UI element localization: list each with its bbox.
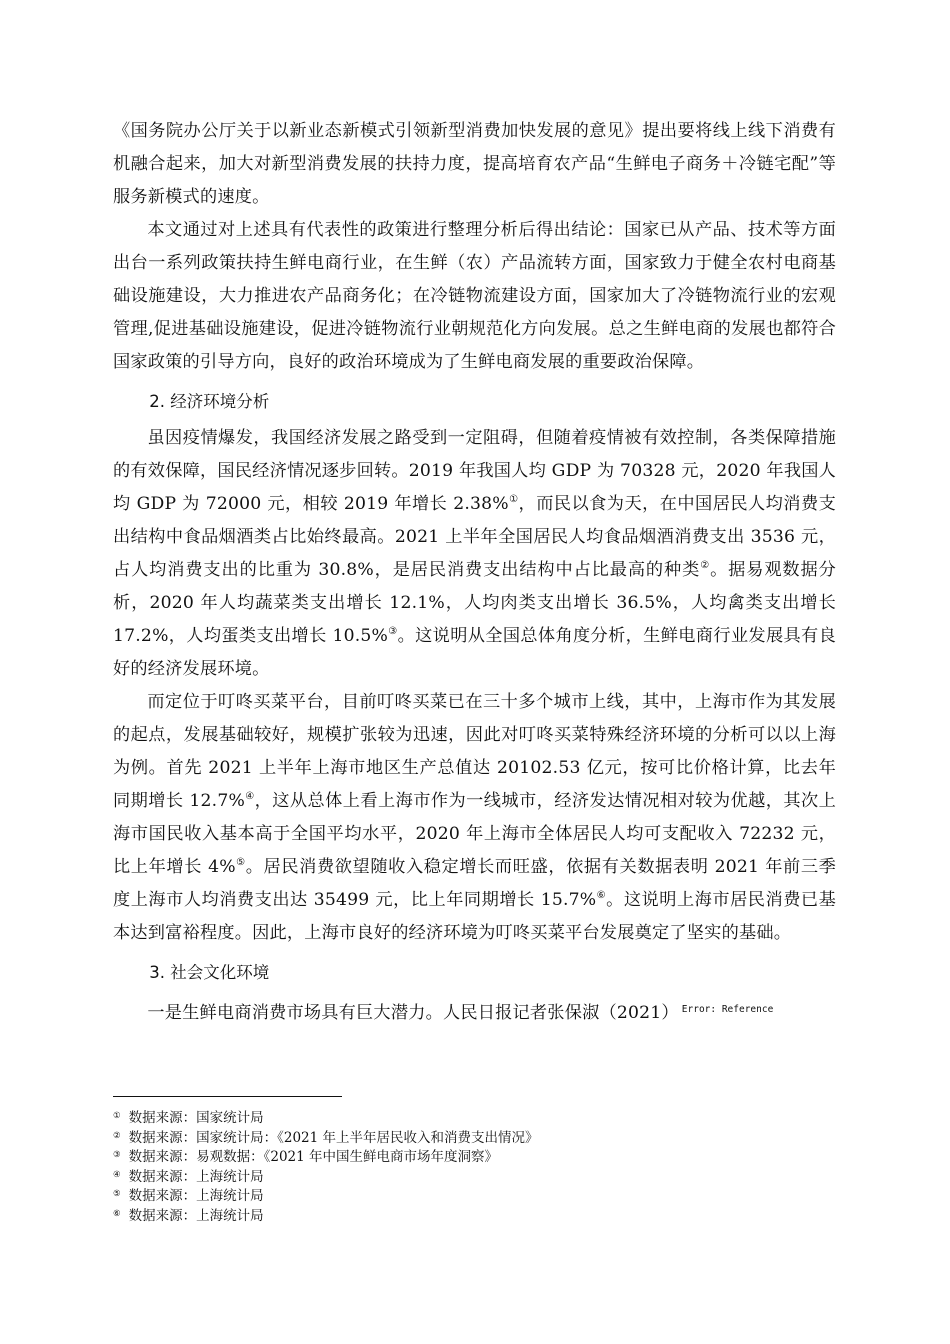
text-run: ，而民以食为天，在中国居民人均消费支出结构中食品烟酒类占比始终最高。2021 上半年全国居民人均食品烟酒消费支出 3536 元，占人均消费支出的比重为 30.8%，是居民消费支出结构中占比最高的种类	[113, 494, 837, 580]
reference-error-text: Error: Reference	[681, 1004, 774, 1015]
footnote-separator	[113, 1096, 342, 1097]
footnote-mark: ③	[113, 1150, 121, 1160]
text-run: 虽因疫情爆发，我国经济发展之路受到一定阻碍，但随着疫情被有效控制，各类保障措施的有效保障，国民经济情况逐步回转。2019 年我国人均 GDP 为 70328 元，2020 年我国人均 GDP 为 72000 元，相较 2019 年增长 2.38%	[113, 428, 836, 514]
footnote-mark: ①	[113, 1111, 121, 1121]
footnote-1	[113, 1108, 836, 1128]
text-run: 一是生鲜电商消费市场具有巨大潜力。人民日报记者张保淑（2021）	[147, 1003, 679, 1023]
paragraph-policy-opinion: 《国务院办公厅关于以新业态新模式引领新型消费加快发展的意见》提出要将线上线下消费有机融合起来，加大对新型消费发展的扶持力度，提高培育农产品“生鲜电子商务＋冷链宅配”等服务新模式的速度。	[113, 121, 836, 207]
section-heading-economic: 2. 经济环境分析	[149, 392, 270, 411]
footnote-text: 数据来源：国家统计局	[128, 1110, 264, 1126]
section-heading-social-culture: 3. 社会文化环境	[149, 963, 270, 982]
footnote-6	[113, 1206, 836, 1226]
footnote-text: 数据来源：上海统计局	[128, 1188, 264, 1204]
text-run: 。这说明从全国总体角度分析，生鲜电商行业发展具有良好的经济发展环境。	[113, 626, 836, 679]
footnote-mark: ②	[113, 1130, 121, 1141]
footnote-ref-1[interactable]: ①	[508, 494, 519, 505]
footnote-5	[113, 1186, 836, 1206]
footnote-3	[113, 1147, 836, 1167]
footnote-mark: ⑤	[113, 1189, 121, 1199]
footnote-ref-3[interactable]: ③	[388, 626, 398, 637]
footnotes	[113, 1108, 836, 1225]
text-run: 。据易观数据分析，2020 年人均蔬菜类支出增长 12.1%，人均肉类支出增长 36.5%，人均禽类支出增长 17.2%，人均蛋类支出增长 10.5%	[113, 560, 836, 646]
body-text	[113, 115, 836, 1030]
paragraph-national-economy	[113, 422, 836, 686]
text-run: 。居民消费欲望随收入稳定增长而旺盛，依据有关数据表明 2021 年前三季度上海市人均消费支出达 35499 元，比上年同期增长 15.7%	[113, 857, 837, 910]
footnote-ref-6[interactable]: ⑥	[596, 890, 607, 901]
footnote-ref-2[interactable]: ②	[700, 560, 711, 571]
footnote-text: 数据来源：国家统计局：《2021 年上半年居民收入和消费支出情况》	[128, 1129, 539, 1146]
footnote-4	[113, 1167, 836, 1187]
paragraph-social-culture	[113, 993, 836, 1030]
paragraph-policy-conclusion: 本文通过对上述具有代表性的政策进行整理分析后得出结论：国家已从产品、技术等方面出台一系列政策扶持生鲜电商行业，在生鲜（农）产品流转方面，国家致力于健全农村电商基础设施建设，大力推进农产品商务化；在冷链物流建设方面，国家加大了冷链物流行业的宏观管理,促进基础设施建设，促进冷链物流行业朝规范化方向发展。总之生鲜电商的发展也都符合国家政策的引导方向，良好的政治环境成为了生鲜电商发展的重要政治保障。	[113, 220, 836, 372]
text-run: 。这说明上海市居民消费已基本达到富裕程度。因此，上海市良好的经济环境为叮咚买菜平台发展奠定了坚实的基础。	[113, 890, 836, 943]
footnote-text: 数据来源：易观数据：《2021 年中国生鲜电商市场年度洞察》	[128, 1149, 499, 1165]
footnote-ref-5[interactable]: ⑤	[235, 857, 246, 868]
footnote-2	[113, 1128, 836, 1148]
footnote-ref-4[interactable]: ④	[245, 791, 255, 802]
footnote-text: 数据来源：上海统计局	[128, 1168, 264, 1185]
footnote-text: 数据来源：上海统计局	[128, 1207, 264, 1224]
footnote-mark: ④	[113, 1169, 121, 1180]
text-run: 而定位于叮咚买菜平台，目前叮咚买菜已在三十多个城市上线，其中，上海市作为其发展的起点，发展基础较好，规模扩张较为迅速，因此对叮咚买菜特殊经济环境的分析可以以上海为例。首先 2021 上半年上海市地区生产总值达 20102.53 亿元，按可比价格计算，比去年同期增长 12.7%	[113, 692, 836, 811]
text-run: ，这从总体上看上海市作为一线城市，经济发达情况相对较为优越，其次上海市国民收入基本高于全国平均水平，2020 年上海市全体居民人均可支配收入 72232 元，比上年增长 4%	[113, 791, 836, 877]
paragraph-shanghai-economy	[113, 686, 836, 950]
footnote-mark: ⑥	[113, 1208, 121, 1219]
